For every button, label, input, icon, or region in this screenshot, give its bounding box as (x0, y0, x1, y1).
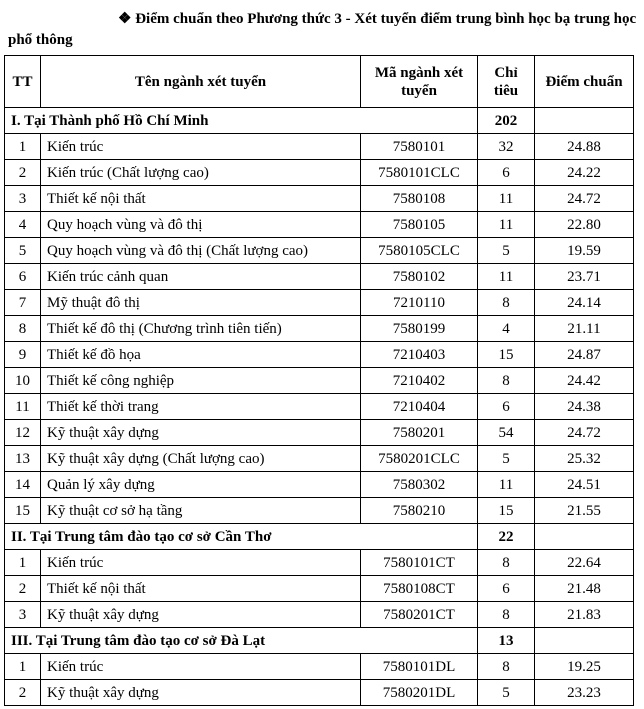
table-row (5, 394, 634, 420)
cell-cutoff-score: 21.55 (535, 498, 634, 524)
section-title: I. Tại Thành phố Hồ Chí Minh (5, 108, 478, 134)
cell-major-code: 7580105CLC (361, 238, 478, 264)
cell-major-code: 7210402 (361, 368, 478, 394)
table-row (5, 160, 634, 186)
table-row (5, 498, 634, 524)
cell-cutoff-score: 24.51 (535, 472, 634, 498)
table-row (5, 342, 634, 368)
table-body (5, 108, 634, 706)
table-row (5, 186, 634, 212)
cell-major-name: Thiết kế nội thất (41, 186, 361, 212)
cell-major-name: Kỹ thuật xây dựng (Chất lượng cao) (41, 446, 361, 472)
cell-quota: 32 (478, 134, 535, 160)
cell-quota: 8 (478, 602, 535, 628)
table-header-row (5, 56, 634, 108)
cell-cutoff-score: 24.88 (535, 134, 634, 160)
cell-cutoff-score: 21.83 (535, 602, 634, 628)
header-tt: TT (5, 56, 41, 108)
cell-major-code: 7580101CT (361, 550, 478, 576)
cell-major-code: 7210110 (361, 290, 478, 316)
cell-quota: 6 (478, 160, 535, 186)
cell-major-code: 7580201DL (361, 680, 478, 706)
cell-tt: 14 (5, 472, 41, 498)
cell-major-name: Kiến trúc (Chất lượng cao) (41, 160, 361, 186)
cell-tt: 1 (5, 654, 41, 680)
section-title: III. Tại Trung tâm đào tạo cơ sở Đà Lạt (5, 628, 478, 654)
cell-cutoff-score: 24.14 (535, 290, 634, 316)
section-row (5, 108, 634, 134)
cell-cutoff-score: 24.38 (535, 394, 634, 420)
cell-major-name: Thiết kế công nghiệp (41, 368, 361, 394)
cell-quota: 8 (478, 290, 535, 316)
cell-major-name: Kỹ thuật xây dựng (41, 680, 361, 706)
cell-quota: 5 (478, 446, 535, 472)
cell-tt: 2 (5, 576, 41, 602)
cell-quota: 4 (478, 316, 535, 342)
cell-cutoff-score: 24.72 (535, 420, 634, 446)
cell-cutoff-score: 24.72 (535, 186, 634, 212)
table-row (5, 368, 634, 394)
cell-tt: 1 (5, 550, 41, 576)
section-quota: 13 (478, 628, 535, 654)
cell-quota: 5 (478, 680, 535, 706)
cell-cutoff-score: 24.22 (535, 160, 634, 186)
cell-major-code: 7210403 (361, 342, 478, 368)
table-row (5, 134, 634, 160)
section-heading (8, 9, 638, 51)
cell-cutoff-score: 24.87 (535, 342, 634, 368)
cell-cutoff-score: 23.71 (535, 264, 634, 290)
cell-major-code: 7580101DL (361, 654, 478, 680)
table-row (5, 238, 634, 264)
table-row (5, 290, 634, 316)
table-row (5, 420, 634, 446)
table-row (5, 654, 634, 680)
cell-tt: 12 (5, 420, 41, 446)
cell-cutoff-score: 19.25 (535, 654, 634, 680)
table-row (5, 316, 634, 342)
table-row (5, 212, 634, 238)
cell-major-code: 7580210 (361, 498, 478, 524)
cell-quota: 8 (478, 368, 535, 394)
cell-major-name: Thiết kế đô thị (Chương trình tiên tiến) (41, 316, 361, 342)
cell-tt: 2 (5, 680, 41, 706)
cell-tt: 7 (5, 290, 41, 316)
section-quota: 22 (478, 524, 535, 550)
header-major-code: Mã ngành xét tuyển (361, 56, 478, 108)
cell-tt: 3 (5, 186, 41, 212)
section-title: II. Tại Trung tâm đào tạo cơ sở Cần Thơ (5, 524, 478, 550)
cell-major-code: 7580199 (361, 316, 478, 342)
cell-tt: 1 (5, 134, 41, 160)
table-row (5, 446, 634, 472)
cell-cutoff-score: 22.80 (535, 212, 634, 238)
admission-scores-table (4, 55, 634, 706)
cell-tt: 4 (5, 212, 41, 238)
cell-major-code: 7580201CLC (361, 446, 478, 472)
cell-quota: 11 (478, 264, 535, 290)
cell-major-code: 7580201 (361, 420, 478, 446)
cell-tt: 2 (5, 160, 41, 186)
cell-major-name: Kiến trúc (41, 654, 361, 680)
cell-cutoff-score: 21.11 (535, 316, 634, 342)
cell-cutoff-score: 21.48 (535, 576, 634, 602)
cell-cutoff-score: 22.64 (535, 550, 634, 576)
cell-major-name: Thiết kế nội thất (41, 576, 361, 602)
cell-major-code: 7580102 (361, 264, 478, 290)
cell-quota: 11 (478, 472, 535, 498)
cell-major-code: 7580302 (361, 472, 478, 498)
heading-line-2: phổ thông (8, 32, 73, 48)
cell-major-name: Kỹ thuật xây dựng (41, 420, 361, 446)
cell-major-name: Quy hoạch vùng và đô thị (41, 212, 361, 238)
cell-major-name: Quản lý xây dựng (41, 472, 361, 498)
section-empty-cell (535, 108, 634, 134)
cell-cutoff-score: 23.23 (535, 680, 634, 706)
table-row (5, 472, 634, 498)
section-row (5, 628, 634, 654)
header-major-name: Tên ngành xét tuyển (41, 56, 361, 108)
table-row (5, 576, 634, 602)
heading-line-1: ❖ Điểm chuẩn theo Phương thức 3 - Xét tuyển điểm trung bình học bạ trung học (118, 11, 637, 27)
cell-major-code: 7580108 (361, 186, 478, 212)
cell-tt: 10 (5, 368, 41, 394)
cell-major-code: 7580105 (361, 212, 478, 238)
cell-major-name: Quy hoạch vùng và đô thị (Chất lượng cao) (41, 238, 361, 264)
cell-quota: 54 (478, 420, 535, 446)
cell-major-name: Kiến trúc (41, 134, 361, 160)
cell-major-name: Kỹ thuật xây dựng (41, 602, 361, 628)
cell-tt: 9 (5, 342, 41, 368)
section-empty-cell (535, 524, 634, 550)
cell-cutoff-score: 25.32 (535, 446, 634, 472)
cell-major-code: 7580108CT (361, 576, 478, 602)
cell-quota: 8 (478, 654, 535, 680)
cell-cutoff-score: 24.42 (535, 368, 634, 394)
cell-quota: 11 (478, 212, 535, 238)
header-cutoff-score: Điểm chuẩn (535, 56, 634, 108)
cell-major-code: 7210404 (361, 394, 478, 420)
section-row (5, 524, 634, 550)
cell-major-name: Mỹ thuật đô thị (41, 290, 361, 316)
cell-major-code: 7580101CLC (361, 160, 478, 186)
cell-quota: 15 (478, 498, 535, 524)
cell-tt: 13 (5, 446, 41, 472)
cell-quota: 6 (478, 394, 535, 420)
section-empty-cell (535, 628, 634, 654)
cell-tt: 11 (5, 394, 41, 420)
cell-quota: 6 (478, 576, 535, 602)
cell-major-name: Kiến trúc cảnh quan (41, 264, 361, 290)
cell-tt: 3 (5, 602, 41, 628)
cell-tt: 8 (5, 316, 41, 342)
cell-cutoff-score: 19.59 (535, 238, 634, 264)
cell-major-code: 7580201CT (361, 602, 478, 628)
cell-quota: 15 (478, 342, 535, 368)
cell-major-name: Kỹ thuật cơ sở hạ tầng (41, 498, 361, 524)
cell-major-name: Thiết kế thời trang (41, 394, 361, 420)
cell-quota: 5 (478, 238, 535, 264)
header-quota: Chỉ tiêu (478, 56, 535, 108)
table-row (5, 264, 634, 290)
table-row (5, 550, 634, 576)
cell-quota: 11 (478, 186, 535, 212)
cell-major-name: Kiến trúc (41, 550, 361, 576)
table-row (5, 602, 634, 628)
cell-tt: 6 (5, 264, 41, 290)
cell-quota: 8 (478, 550, 535, 576)
section-quota: 202 (478, 108, 535, 134)
cell-tt: 15 (5, 498, 41, 524)
cell-major-code: 7580101 (361, 134, 478, 160)
cell-major-name: Thiết kế đồ họa (41, 342, 361, 368)
table-row (5, 680, 634, 706)
cell-tt: 5 (5, 238, 41, 264)
